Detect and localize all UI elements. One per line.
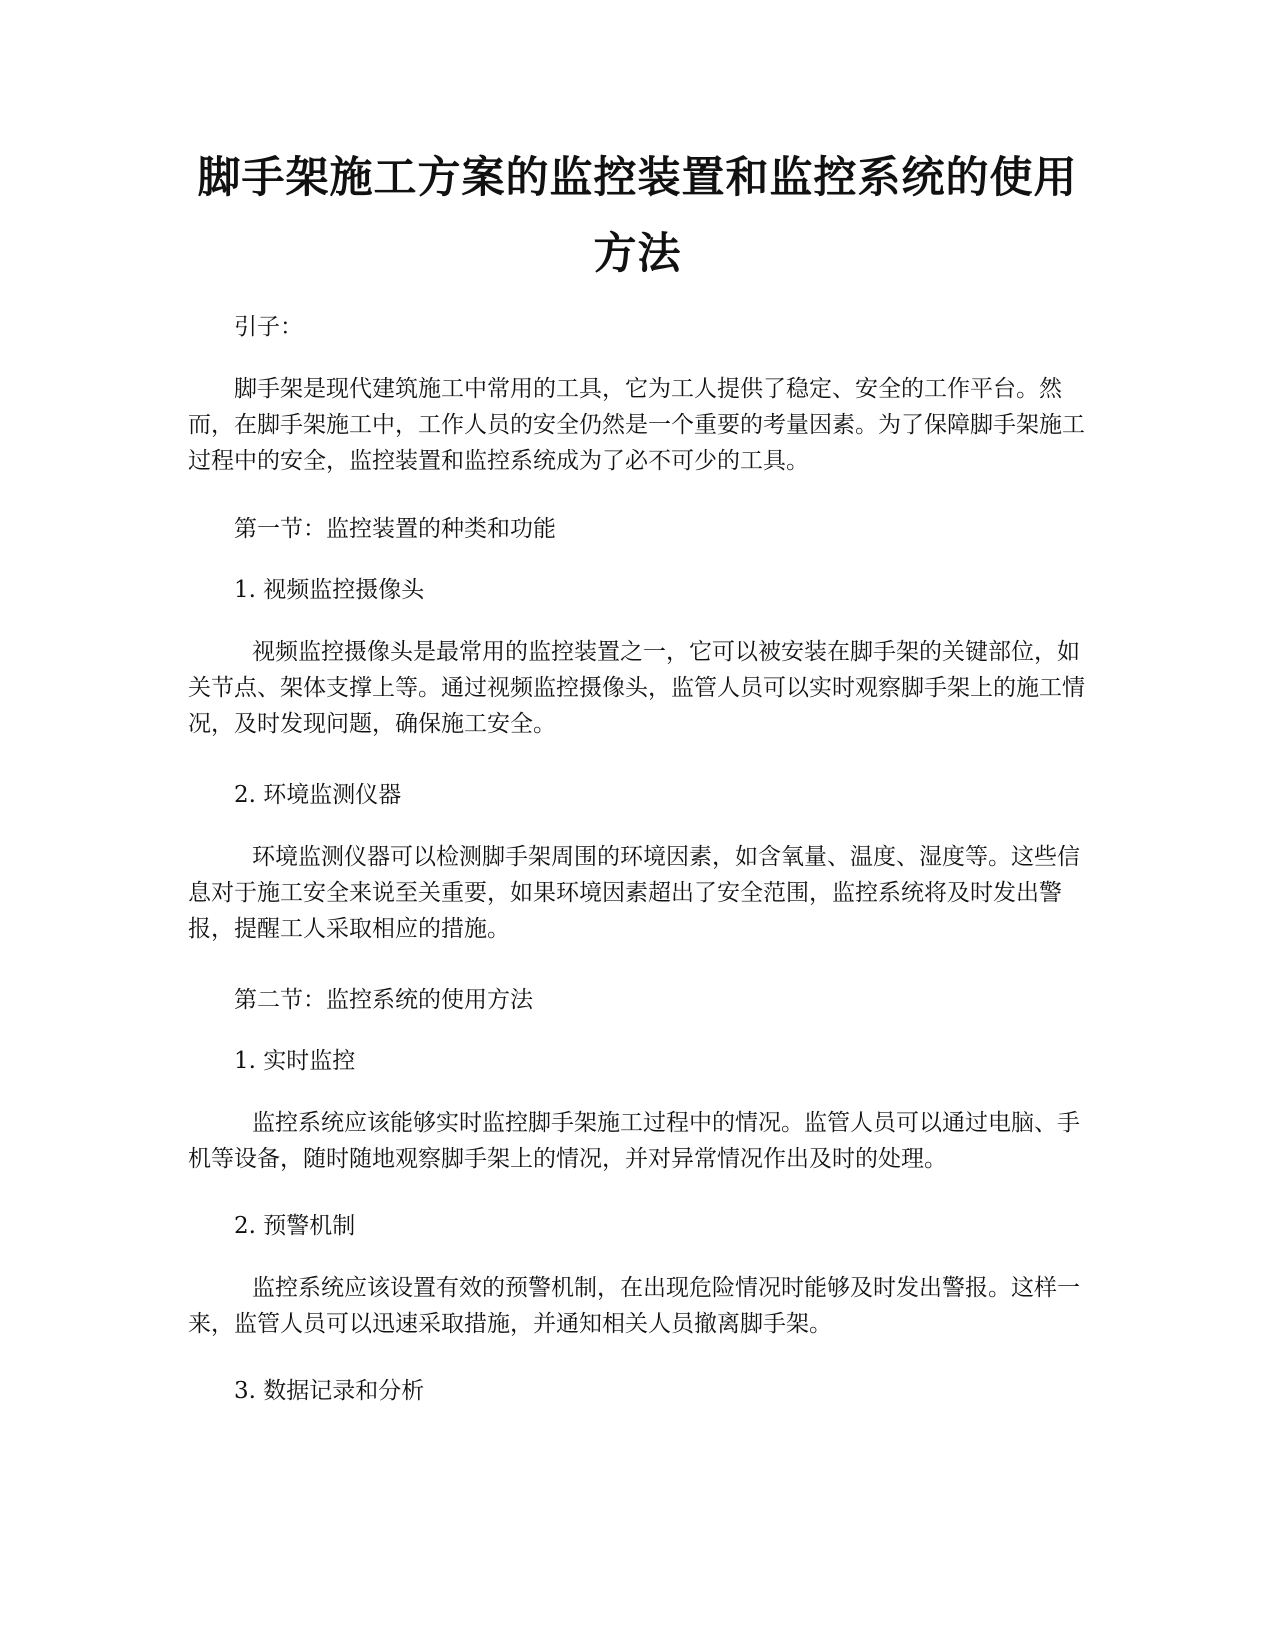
section-2-item-3-heading: 3. 数据记录和分析	[234, 1378, 425, 1404]
section-1-item-2-heading: 2. 环境监测仪器	[234, 782, 402, 808]
section-2-heading: 第二节：监控系统的使用方法	[234, 987, 533, 1013]
section-1-item-1-heading: 1. 视频监控摄像头	[234, 577, 425, 603]
section-2-item-1-heading: 1. 实时监控	[234, 1048, 356, 1074]
document-title: 脚手架施工方案的监控装置和监控系统的使用方法	[197, 153, 1078, 279]
section-1-item-2-paragraph: 环境监测仪器可以检测脚手架周围的环境因素，如含氧量、温度、湿度等。这些信息对于施工安全来说至关重要，如果环境因素超出了安全范围，监控系统将及时发出警报，提醒工人采取相应的措施。	[188, 844, 1080, 942]
section-1-heading: 第一节：监控装置的种类和功能	[234, 516, 556, 542]
intro-paragraph: 脚手架是现代建筑施工中常用的工具，它为工人提供了稳定、安全的工作平台。然而，在脚手架施工中，工作人员的安全仍然是一个重要的考量因素。为了保障脚手架施工过程中的安全，监控装置和监控系统成为了必不可少的工具。	[188, 376, 1085, 474]
intro-label: 引子：	[234, 314, 303, 340]
section-2-item-2-paragraph: 监控系统应该设置有效的预警机制，在出现危险情况时能够及时发出警报。这样一来，监管人员可以迅速采取措施，并通知相关人员撤离脚手架。	[188, 1275, 1080, 1337]
section-2-item-1-paragraph: 监控系统应该能够实时监控脚手架施工过程中的情况。监管人员可以通过电脑、手机等设备，随时随地观察脚手架上的情况，并对异常情况作出及时的处理。	[188, 1110, 1080, 1172]
section-2-item-2-heading: 2. 预警机制	[234, 1213, 356, 1239]
section-1-item-1-paragraph: 视频监控摄像头是最常用的监控装置之一，它可以被安装在脚手架的关键部位，如关节点、架体支撑上等。通过视频监控摄像头，监管人员可以实时观察脚手架上的施工情况，及时发现问题，确保施工安全。	[188, 639, 1085, 737]
